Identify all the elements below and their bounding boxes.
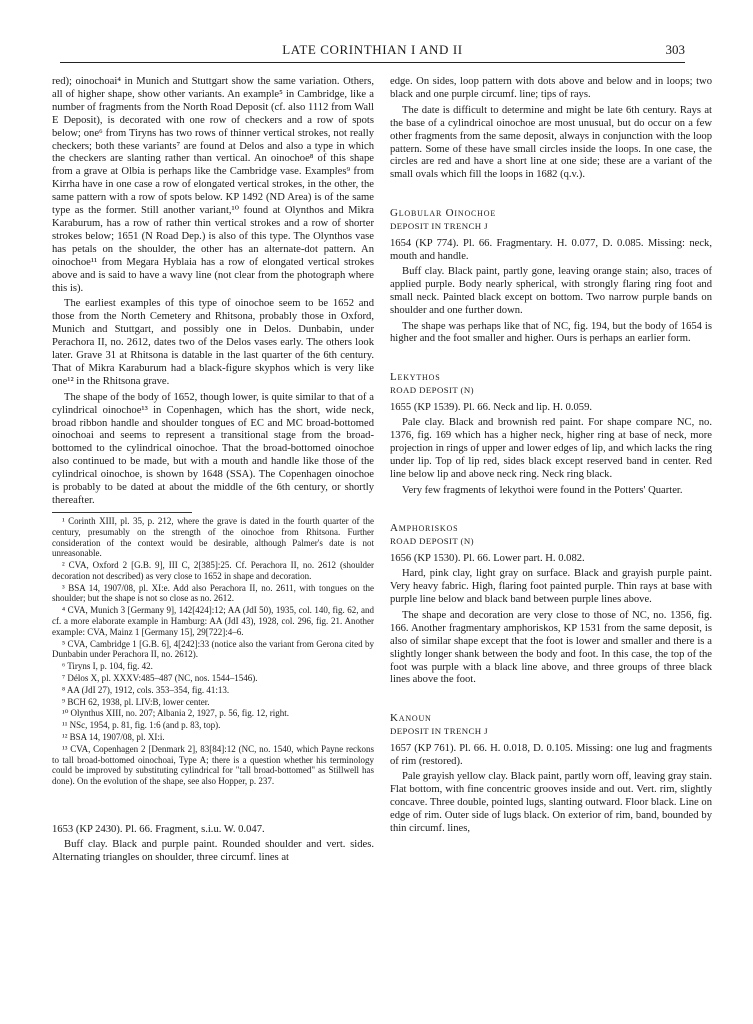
footnote: ⁴ CVA, Munich 3 [Germany 9], 142[424]:12; AA (JdI 50), 1935, col. 140, fig. 62, and cf. a more elaborate example in Hamburg: AA (JdI 43), 1928, col. 296, fig. 21. Another example: CVA, Mainz 1 [Germany 15], 29[722]:4–6. bbox=[52, 605, 374, 637]
footnote: ² CVA, Oxford 2 [G.B. 9], III C, 2[385]:25. Cf. Perachora II, no. 2612 (shoulder decoration not described) as very close to 1652 in shape and decoration. bbox=[52, 560, 374, 581]
section-subtitle: ROAD DEPOSIT (N) bbox=[390, 536, 474, 547]
section-title: Lekythos bbox=[390, 371, 441, 384]
section-title: Kanoun bbox=[390, 712, 432, 725]
footnote-divider bbox=[52, 512, 192, 513]
catalogue-entry-paragraph: The shape was perhaps like that of NC, fig. 194, but the body of 1654 is higher and the foot smaller and higher. Ours is perhaps an earlier form. bbox=[390, 320, 712, 345]
catalogue-entry-heading: 1654 (KP 774). Pl. 66. Fragmentary. H. 0.077, D. 0.085. Missing: neck, mouth and handle. bbox=[390, 238, 712, 262]
paragraph-continued: edge. On sides, loop pattern with dots above and below and in loops; two black and one purple circumf. line; tips of rays. bbox=[390, 76, 712, 100]
running-title: LATE CORINTHIAN I AND II bbox=[282, 42, 463, 57]
catalogue-entry-paragraph: Very few fragments of lekythoi were found in the Potters' Quarter. bbox=[402, 484, 683, 496]
footnote: ¹³ CVA, Copenhagen 2 [Denmark 2], 83[84]:12 (NC, no. 1540, which Payne reckons to tall broad-bottomed oinochoai, Type A; there is a question whether his terminology could be improved by substituting cylindrical for "tall broad-bottomed" as Stillwell has done). On the evolution of the shape, see also Hopper, p. 237. bbox=[52, 743, 374, 787]
catalogue-entry-1653-description: Buff clay. Black and purple paint. Rounded shoulder and vert. sides. Alternating triangles on shoulder, three circumf. lines at bbox=[52, 838, 374, 863]
catalogue-entry-paragraph: Buff clay. Black paint, partly gone, leaving orange stain; also, traces of applied purple. Body nearly spherical, with strongly flaring ring foot and small neck. Painted black except on bottom. Two narrow purple bands on shoulder and one further down. bbox=[390, 265, 712, 316]
section-subtitle: ROAD DEPOSIT (N) bbox=[390, 385, 474, 396]
paragraph-earliest-examples: The earliest examples of this type of oinochoe seem to be 1652 and those from the North Cemetery and Rhitsona, probably those in Oxford, Munich and Stuttgart, and possibly one in Delos. Dunbabin, under Perachora II, no. 2612, dates two of the Delos vases early. The others look later. Grave 31 at Rhitsona is datable in the last quarter of the 6th century. That of Mikra Karaburum had a black-figure skyphos which is very like one¹² in the Rhitsona grave. bbox=[52, 298, 374, 387]
right-column bbox=[390, 76, 712, 839]
catalogue-entry-paragraph: Pale grayish yellow clay. Black paint, partly worn off, leaving gray stain. Flat bottom, with fine concentric grooves inside and out. Vert. rim, slightly concave. Three double, pointed lugs, slanting outward. Floor black. Line on edge of rim. Outer side of lugs black. On exterior of rim, band, bounded by thin circumf. lines, bbox=[390, 770, 712, 834]
footnote: ¹⁰ Olynthus XIII, no. 207; Albania 2, 1927, p. 56, fig. 12, right. bbox=[62, 708, 290, 719]
footnote: ⁵ CVA, Cambridge 1 [G.B. 6], 4[242]:33 (notice also the variant from Gerona cited by Dunbabin under Perachora II, no. 2612). bbox=[52, 638, 374, 660]
section-subtitle: DEPOSIT IN TRENCH J bbox=[390, 726, 488, 737]
section-amphoriskos bbox=[390, 522, 712, 687]
catalogue-entry-paragraph: Pale clay. Black and brownish red paint. For shape compare NC, no. 1376, fig. 169 which has a higher neck, higher ring at base of neck, more projection in rings of upper and lower edges of lip, and which lacks the ring under lip. Top of lip red, sides black except reserved band in center. Red line below lip and above neck ring. Neck ring black. bbox=[390, 417, 712, 480]
paragraph-variants: red); oinochoai⁴ in Munich and Stuttgart show the same variation. Others, all of higher shape, show other variants. An example⁵ in Cambridge, like a number of fragments from the North Road Deposit (cf. also 1112 from Wall E Deposit), is decorated with one row of checkers and a row of spots below; one⁶ from Tiryns has two rows of thinner vertical strokes, not really checkers; both these variants⁷ are found at Delos and also a type in which the checkers are slanting rather than vertical. An oinochoe⁸ of this shape from a grave at Olbia is perhaps like the Cambridge vase. Examples⁹ from Kirrha have in one case a row of elongated vertical strokes, in the other, the same pattern with a row of spots below. KP 1492 (ND Area) is of the same type as the former. Still another variant,¹⁰ found at Olynthos and Mikra Karaburum, has a row of rather thin vertical strokes and a row of shorter strokes below; 1651 (N Road Dep.) is also of this type. The Olynthos vase has petals on the shoulder, the other has an alternate-dot pattern. An oinochoe¹¹ from Megara Hyblaia has a row of elongated vertical strokes above and is said to have a wavy line (not clear from the photograph where this is). bbox=[52, 76, 374, 294]
section-subtitle: DEPOSIT IN TRENCH J bbox=[390, 221, 488, 232]
footnote: ⁹ BCH 62, 1938, pl. LIV:B, lower center. bbox=[62, 696, 210, 707]
footnote: ³ BSA 14, 1907/08, pl. XI:e. Add also Perachora II, no. 2611, with tongues on the shoulder; but the shape is not so close as no. 2612. bbox=[52, 582, 374, 604]
catalogue-entry-heading: 1655 (KP 1539). Pl. 66. Neck and lip. H. 0.059. bbox=[390, 402, 593, 414]
catalogue-entry-paragraph: Hard, pink clay, light gray on surface. Black and grayish purple paint. Very heavy fabric. High, flaring foot painted purple. Thin rays at base with purple line below and black band between purple lines above. bbox=[390, 568, 712, 605]
footnote: ¹¹ NSc, 1954, p. 81, fig. 1:6 (and p. 83, top). bbox=[62, 720, 221, 731]
running-header bbox=[60, 40, 685, 63]
footnote: ⁶ Tiryns I, p. 104, fig. 42. bbox=[62, 661, 153, 672]
paragraph-body-shape: The shape of the body of 1652, though lower, is quite similar to that of a cylindrical oinochoe¹³ in Copenhagen, which has the short, wide neck, broad ribbon handle and shoulder tongues of EC and MC broad-bottomed oinochoai and seems to represent a transitional stage from the broad-bottomed to the cylindrical oinochoe. That the broad-bottomed oinochoe also continued to be made, but with a mouth and handle like those of the cylindrical oinochoe, is shown by 1648 (SSA). The Copenhagen oinochoe is probably to be dated at about the middle of the 6th century, or shortly thereafter. bbox=[52, 391, 374, 506]
section-lekythos bbox=[390, 371, 712, 497]
section-title: Amphoriskos bbox=[390, 522, 459, 535]
section-globular-oinochoe bbox=[390, 207, 712, 346]
catalogue-entry-heading: 1657 (KP 761). Pl. 66. H. 0.018, D. 0.105. Missing: one lug and fragments of rim (restored). bbox=[390, 743, 712, 768]
section-kanoun bbox=[390, 712, 712, 835]
footnote: ¹² BSA 14, 1907/08, pl. XI:i. bbox=[62, 732, 165, 743]
footnote: ¹ Corinth XIII, pl. 35, p. 212, where the grave is dated in the fourth quarter of the century, presumably on the strength of the oinochoe from Rhitsona. Further consideration of the context would be desirable, although Palmer's date is not unreasonable. bbox=[52, 515, 374, 559]
footnote: ⁸ AA (JdI 27), 1912, cols. 353–354, fig. 41:13. bbox=[62, 684, 230, 695]
catalogue-entry-paragraph: The shape and decoration are very close to those of NC, no. 1356, fig. 166. Another fragmentary amphoriskos, KP 1531 from the same deposit, is also of similar shape except that the foot is lower and smaller and there is a slightly longer shank between the body and foot. In this case, the top of the foot was purple with a black line above, and three groups of three black lines above the foot. bbox=[390, 609, 712, 686]
section-title: Globular Oinochoe bbox=[390, 207, 497, 220]
footnotes bbox=[52, 516, 374, 787]
left-column bbox=[52, 76, 374, 868]
paragraph-dating: The date is difficult to determine and might be late 6th century. Rays at the base of a cylindrical oinochoe are most unusual, but do occur on a few other fragments from the same deposit, always in conjunction with the loop pattern. Some of these have small circles inside the loops. In one case, the circles are red and have a short line at one side; these are a variant of the small ovals which fill the loops in 1682 (q.v.). bbox=[390, 104, 712, 181]
catalogue-entry-heading: 1656 (KP 1530). Pl. 66. Lower part. H. 0.082. bbox=[390, 553, 585, 565]
footnote: ⁷ Délos X, pl. XXXV:485–487 (NC, nos. 1544–1546). bbox=[62, 673, 258, 684]
page-number: 303 bbox=[665, 42, 685, 57]
catalogue-entry-1653-heading: 1653 (KP 2430). Pl. 66. Fragment, s.i.u. W. 0.047. bbox=[52, 824, 265, 836]
